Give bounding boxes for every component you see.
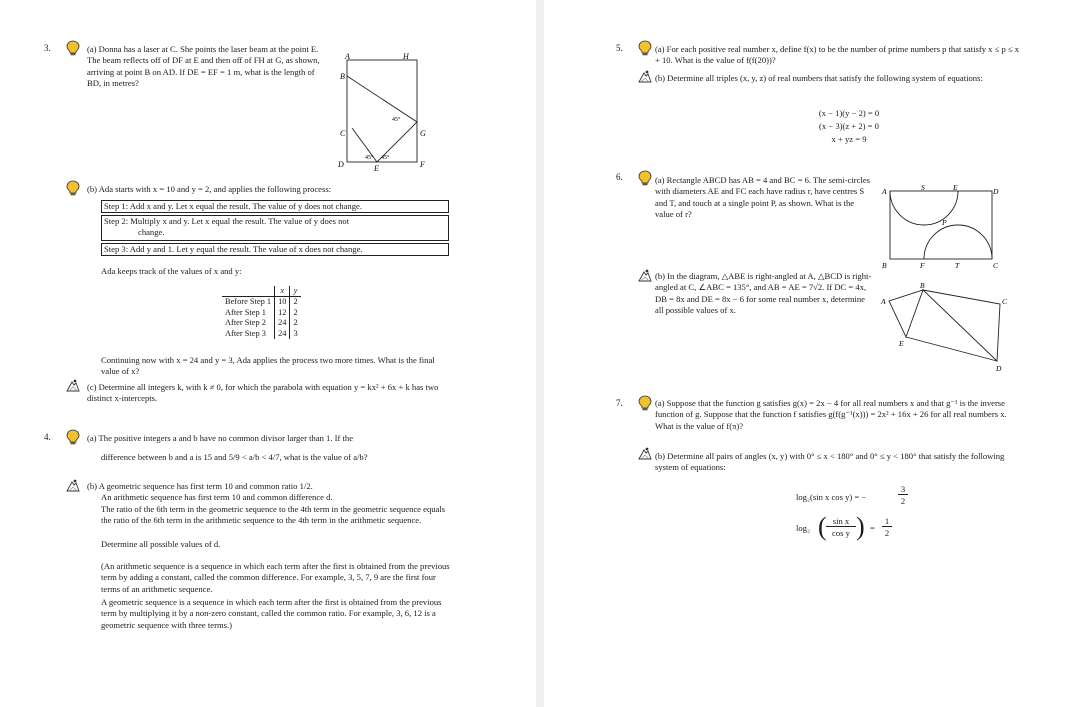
- table-cell: After Step 1: [222, 308, 275, 318]
- diagram-label-e: E: [953, 183, 958, 192]
- hiker-icon: [66, 378, 80, 394]
- question-7b-text: (b) Determine all pairs of angles (x, y) with 0° ≤ x < 180° and 0° ≤ y < 180° that satisfy the following system of equations:: [655, 451, 1005, 473]
- diagram-label-a: A: [345, 52, 350, 61]
- laser-diagram: [332, 50, 432, 172]
- table-row: [222, 297, 301, 308]
- definition-note-arithmetic: (An arithmetic sequence is a sequence in which each term after the first is obtained from the previous term by adding a constant, called the common difference. For example, 3, 5, 7, 9 are the first four terms of an arithmetic sequence.: [101, 561, 450, 594]
- table-header-cell: y: [290, 286, 301, 297]
- table-cell: 2: [293, 297, 298, 307]
- question-4b-text3: The ratio of the 6th term in the geometric sequence to the 4th term in the geometric sequence equals the ratio of the 6th term in the arithmetic sequence to the 4th term in the arithmetic sequence.: [101, 504, 446, 526]
- step-2-box: [101, 215, 449, 241]
- laser-path: [347, 76, 417, 162]
- question-4a-line2: difference between b and a is 15 and 5/9 < a/b < 4/7, what is the value of a/b?: [101, 452, 368, 462]
- table-header-cell: x: [275, 286, 290, 297]
- table-cell: 24: [275, 329, 290, 339]
- table-cell: 3: [293, 328, 298, 338]
- question-5-number: 5.: [616, 43, 623, 53]
- equation-7b-2-lhs: log₂: [796, 523, 810, 533]
- left-paren-icon: (: [818, 512, 827, 541]
- diagram-label-b: B: [340, 72, 345, 81]
- lightbulb-icon: [638, 40, 652, 56]
- hiker-icon: [638, 446, 652, 462]
- question-7a-text: (a) Suppose that the function g satisfies g(x) = 2x − 4 for all real numbers x and that g⁻¹ is the inverse function of g. Suppose that the function f satisfies g(f(g⁻¹(x))) = 2x² + 16x + 26 for all real numbers x. What is the value of f(π)?: [655, 398, 1007, 431]
- laser-rectangle: [347, 60, 417, 162]
- question-5b-text: (b) Determine all triples (x, y, z) of real numbers that satisfy the following system of equations:: [655, 73, 983, 83]
- diagram-angle-e2: 45°: [381, 155, 390, 161]
- lightbulb-icon: [66, 40, 80, 56]
- diagram-label-g: G: [420, 129, 426, 138]
- semicircle-fc: [924, 225, 992, 259]
- diagram-label-c: C: [1002, 297, 1008, 306]
- lightbulb-icon: [66, 429, 80, 445]
- question-4a-line1: (a) The positive integers a and b have no common divisor larger than 1. If the: [87, 433, 354, 443]
- diagram-label-e: E: [899, 339, 904, 348]
- diagram-label-b: B: [920, 281, 925, 290]
- value-table-header: [222, 286, 301, 297]
- right-paren-icon: ): [856, 512, 865, 541]
- lightbulb-icon: [638, 170, 652, 186]
- step-2-text-cont: change.: [138, 227, 165, 237]
- keeps-track-text: Ada keeps track of the values of x and y:: [101, 266, 242, 276]
- question-4b-text4: Determine all possible values of d.: [101, 539, 221, 549]
- diagram-label-h: H: [403, 52, 409, 61]
- diagram-label-a: A: [881, 297, 886, 306]
- diagram-label-a: A: [882, 187, 887, 196]
- rectangle-semicircle-diagram: [880, 182, 1000, 274]
- table-cell: 12: [275, 308, 290, 318]
- question-5a-text: (a) For each positive real number x, define f(x) to be the number of prime numbers p that satisfy x ≤ p ≤ x + 10. What is the value of f(f(20))?: [655, 44, 1020, 66]
- triangle-diagram: [880, 280, 1010, 375]
- diagram-label-p: P: [942, 218, 947, 227]
- diagram-label-f: F: [420, 160, 425, 169]
- diagram-label-b: B: [882, 261, 887, 270]
- lightbulb-icon: [66, 180, 80, 196]
- question-3b-intro: (b) Ada starts with x = 10 and y = 2, and applies the following process:: [87, 184, 332, 194]
- equation-7b-2-denominator: 2: [884, 528, 890, 538]
- equation-7b-1-numerator: 3: [898, 484, 908, 495]
- diagram-label-c: C: [340, 129, 346, 138]
- question-4-number: 4.: [44, 432, 51, 442]
- continuing-text: Continuing now with x = 24 and y = 3, Ada applies the process two more times. What is the final value of x?: [101, 355, 435, 377]
- triangle-abe: [889, 290, 923, 337]
- right-page: [544, 0, 1080, 707]
- diagram-angle-g: 45°: [392, 117, 401, 123]
- left-page: [0, 0, 536, 707]
- equation-7b-1-lhs: log₂(sin x cos y) = −: [796, 492, 867, 502]
- step-3-box: [101, 243, 449, 256]
- table-cell: 2: [293, 318, 298, 328]
- value-table: [222, 286, 301, 339]
- question-4b-text1: (b) A geometric sequence has first term 10 and common ratio 1/2.: [87, 481, 313, 491]
- step-3-text: Step 3: Add y and 1. Let y equal the result. The value of x does not change.: [104, 244, 363, 254]
- hiker-icon: [638, 69, 652, 85]
- table-header-cell: [222, 286, 275, 297]
- diagram-label-t: T: [955, 261, 960, 270]
- equation-7b-2-equals: =: [870, 523, 875, 533]
- table-cell: Before Step 1: [222, 297, 275, 308]
- step-1-box: [101, 200, 449, 213]
- table-row: [222, 308, 301, 318]
- table-row: [222, 329, 301, 339]
- diagram-label-c: C: [993, 261, 999, 270]
- equation-7b-1: [796, 484, 946, 510]
- hiker-icon: [66, 478, 80, 494]
- diagram-label-s: S: [921, 183, 925, 192]
- diagram-label-e: E: [374, 164, 379, 172]
- equation-5b-1: (x − 1)(y − 2) = 0: [818, 108, 880, 118]
- equation-7b-2-inner-numerator: sin x: [826, 516, 856, 527]
- rectangle-abcd: [890, 191, 992, 259]
- question-6-number: 6.: [616, 172, 623, 182]
- table-cell: After Step 2: [222, 318, 275, 328]
- equation-7b-1-denominator: 2: [900, 496, 906, 506]
- equation-7b-2-inner-denominator: cos y: [832, 528, 850, 538]
- equation-7b-2: [796, 514, 946, 542]
- equation-5b-2: (x − 3)(z + 2) = 0: [819, 121, 879, 131]
- question-6b-text: (b) In the diagram, △ABE is right-angled at A, △BCD is right-angled at C, ∠ABC = 135°, and AB = AE = 7√2. If DC = 4x, DB = 8x and DE = 8x − 6 for some real number x, determine all possible values of x.: [655, 271, 872, 316]
- table-cell: 2: [293, 307, 298, 317]
- table-cell: 24: [275, 318, 290, 328]
- hiker-icon: [638, 268, 652, 284]
- triangle-bcd: [923, 290, 1000, 361]
- equation-7b-2-numerator: 1: [882, 516, 892, 527]
- question-4b-text2: An arithmetic sequence has first term 10 and common difference d.: [101, 492, 333, 502]
- question-3a-text: (a) Donna has a laser at C. She points the laser beam at the point E. The beam reflects off of DF at E and then off of FH at G, as shown, arriving at point B on AD. If DE = EF = 1 m, what is the length of BD, in metres?: [87, 44, 320, 89]
- step-2-text: Step 2: Multiply x and y. Let x equal the result. The value of y does not: [104, 216, 350, 226]
- question-6a-text: (a) Rectangle ABCD has AB = 4 and BC = 6. The semi-circles with diameters AE and FC each have radius r, have centres S and T, and touch at a single point P, as shown. What is the value of r?: [655, 175, 871, 220]
- segment-ed: [906, 337, 997, 361]
- table-cell: After Step 3: [222, 329, 275, 339]
- diagram-angle-e1: 45°: [365, 155, 374, 161]
- question-3c-text: (c) Determine all integers k, with k ≠ 0, for which the parabola with equation y = kx² + 6x + k has two distinct x-intercepts.: [87, 382, 439, 404]
- lightbulb-icon: [638, 395, 652, 411]
- diagram-label-d: D: [993, 187, 999, 196]
- diagram-label-d: D: [996, 364, 1002, 373]
- semicircle-ae: [890, 191, 958, 225]
- step-1-text: Step 1: Add x and y. Let x equal the result. The value of y does not change.: [104, 201, 362, 211]
- diagram-label-f: F: [920, 261, 925, 270]
- equation-5b-3: x + yz = 9: [831, 134, 867, 144]
- diagram-label-d: D: [338, 160, 344, 169]
- question-7-number: 7.: [616, 398, 623, 408]
- table-row: [222, 318, 301, 328]
- definition-note-geometric: A geometric sequence is a sequence in which each term after the first is obtained from the previous term by multiplying it by a non-zero constant, called the common ratio. For example, 3, 6, 12 is a geometric sequence with three terms.): [101, 597, 442, 630]
- table-cell: 10: [275, 297, 290, 308]
- question-3-number: 3.: [44, 43, 51, 53]
